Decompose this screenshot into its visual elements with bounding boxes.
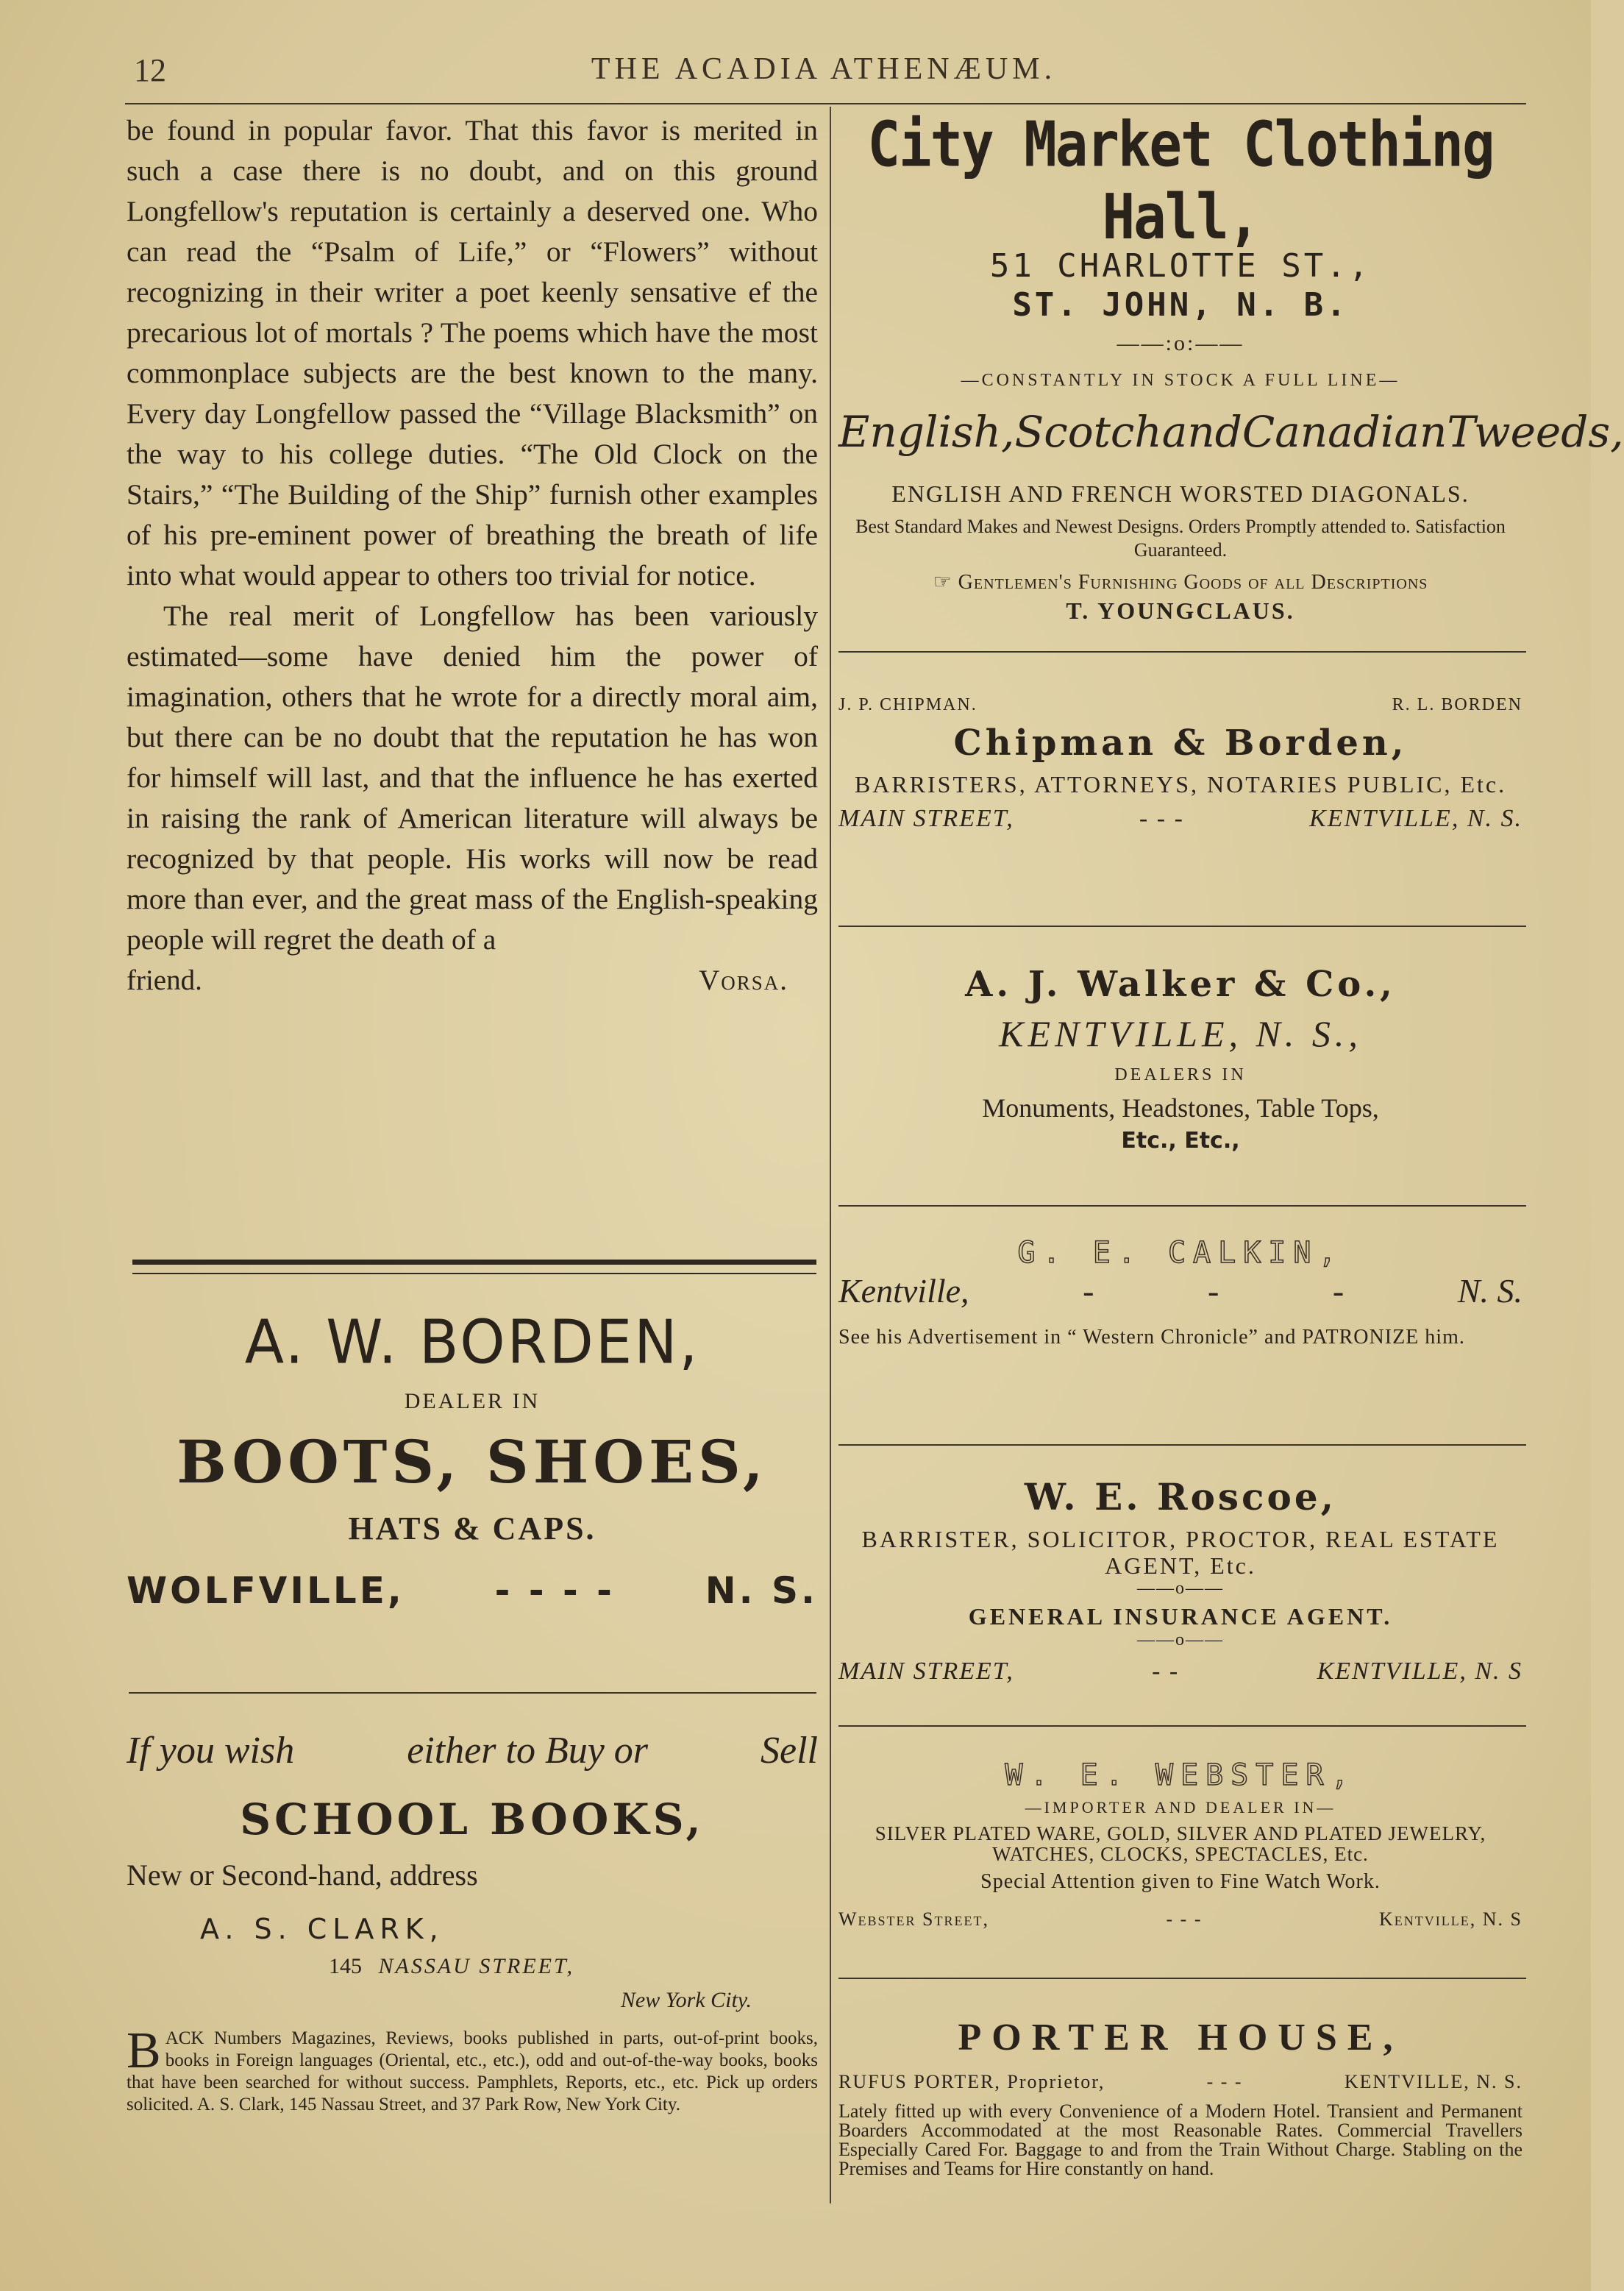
porter-dashes: - - - (1206, 2071, 1243, 2092)
borden-dashes: - - - - (494, 1569, 615, 1612)
roscoe-address (838, 1658, 1522, 1686)
borden-location (127, 1569, 818, 1612)
roscoe-town: KENTVILLE, N. S (1317, 1658, 1522, 1685)
chipman-advertisement (838, 695, 1522, 833)
city-market-advertisement (838, 108, 1624, 625)
chipman-right-name: R. L. BORDEN (1392, 695, 1522, 714)
tweeds-word: English, (838, 407, 1015, 457)
walker-dealers: DEALERS IN (1114, 1065, 1247, 1084)
clark-street-number: 145 (329, 1954, 362, 1978)
calkin-dash: - (1208, 1272, 1219, 1310)
webster-town: Kentville, N. S (1379, 1908, 1522, 1930)
roscoe-name: W. E. Roscoe, (1024, 1475, 1337, 1519)
chipman-left-name: J. P. CHIPMAN. (838, 695, 977, 714)
chipman-professions: BARRISTERS, ATTORNEYS, NOTARIES PUBLIC, Etc. (854, 771, 1507, 798)
clark-school-books: SCHOOL BOOKS, (240, 1794, 705, 1844)
calkin-advertisement (838, 1236, 1522, 1350)
chipman-street: MAIN STREET, (838, 805, 1014, 832)
running-head: THE ACADIA ATHENÆUM. (591, 52, 1057, 86)
porter-advertisement (838, 2016, 1522, 2178)
city-market-gents: ☞ Gentlemen's Furnishing Goods of all Descriptions (933, 571, 1428, 594)
city-market-best: Best Standard Makes and Newest Designs. Orders Promptly attended to. Satisfaction Guaranteed. (855, 516, 1506, 561)
roscoe-ornament: ——o—— (1137, 1630, 1224, 1649)
clark-drop-cap: B (127, 2022, 161, 2079)
borden-boots-shoes: BOOTS, SHOES, (177, 1427, 768, 1496)
webster-street: Webster Street, (838, 1908, 989, 1930)
ad-divider (838, 1978, 1526, 1979)
walker-town: KENTVILLE, N. S., (999, 1013, 1362, 1054)
city-market-tweeds (838, 407, 1624, 457)
borden-hats-caps: HATS & CAPS. (348, 1510, 596, 1546)
roscoe-professions: BARRISTER, SOLICITOR, PROCTOR, REAL ESTATE AGENT, Etc. (861, 1526, 1500, 1579)
clark-wish-a: If you wish (127, 1730, 295, 1772)
webster-name: W. E. WEBSTER, (1005, 1758, 1356, 1792)
longfellow-essay (127, 110, 818, 1001)
ad-divider (838, 651, 1526, 653)
webster-dashes: - - - (1166, 1908, 1203, 1930)
city-market-city: ST. JOHN, N. B. (1012, 286, 1349, 324)
borden-dealer-label: DEALER IN (404, 1389, 541, 1413)
essay-signoff (127, 960, 818, 1001)
clark-advertisement (127, 1729, 818, 2116)
essay-last-line: friend. (127, 965, 202, 996)
chipman-dashes: - - - (1139, 805, 1184, 832)
calkin-location (838, 1271, 1522, 1310)
clark-back-text: ACK Numbers Magazines, Reviews, books published in parts, out-of-print books, books in Foreign languages (Oriental, etc., etc.), odd and out-of-the-way books, books that have been searched for without success. Pamphlets, Reports, etc., etc. Pick up orders solicited. A. S. Clark, 145 Nassau Street, and 37 Park Row, New York City. (127, 2028, 818, 2114)
tweeds-word: Tweeds, (1447, 407, 1624, 457)
walker-etc: Etc., Etc., (1121, 1128, 1240, 1154)
city-market-address: 51 CHARLOTTE ST., (989, 247, 1372, 285)
section-rule-thick (132, 1260, 816, 1265)
city-market-constantly: —CONSTANTLY IN STOCK A FULL LINE— (961, 371, 1400, 390)
roscoe-street: MAIN STREET, (838, 1658, 1014, 1685)
borden-advertisement (127, 1302, 818, 1612)
essay-paragraph: be found in popular favor. That this favor is merited in such a case there is no doubt, and on this ground Longfellow's reputation is certainly a deserved one. Who can read the “Psalm of Life,” or “Flowers” without recognizing in their writer a poet keenly sensative ef the precarious lot of mortals ? The poems which have the most commonplace subjects are the best known to the many. Every day Longfellow passed the “Village Blacksmith” on the way to his college duties. “The Old Clock on the Stairs,” “The Building of the Ship” furnish other examples of his pre-eminent power of breathing the breath of life into what would appear to others too trivial for notice. (127, 114, 818, 592)
chipman-address (838, 805, 1522, 833)
page-header (125, 46, 1522, 97)
porter-proprietor: RUFUS PORTER, Proprietor, (838, 2071, 1105, 2092)
header-rule (125, 103, 1526, 104)
city-market-title: City Market Clothing Hall, (867, 108, 1494, 254)
webster-special: Special Attention given to Fine Watch Work. (980, 1870, 1381, 1893)
roscoe-advertisement (838, 1475, 1522, 1686)
clark-wish-b: either to Buy or (407, 1730, 649, 1772)
calkin-dash: - (1083, 1272, 1094, 1310)
chipman-firm: Chipman & Borden, (953, 722, 1408, 764)
borden-town: WOLFVILLE, (127, 1569, 405, 1612)
clark-new-or-second-hand: New or Second-hand, address (127, 1858, 478, 1892)
calkin-province: N. S. (1457, 1272, 1522, 1310)
calkin-see: See his Advertisement in “ Western Chronicle” and PATRONIZE him. (838, 1326, 1465, 1349)
ad-divider (129, 1692, 816, 1694)
webster-advertisement (838, 1758, 1522, 1931)
calkin-name: G. E. CALKIN, (1017, 1236, 1344, 1270)
porter-proprietor-line (838, 2071, 1522, 2093)
chipman-partners (838, 695, 1522, 715)
chipman-town: KENTVILLE, N. S. (1309, 805, 1522, 832)
city-market-ornament: ——:o:—— (1116, 331, 1244, 355)
walker-advertisement (838, 956, 1522, 1154)
tweeds-word: Scotch (1014, 407, 1162, 457)
clark-headline (127, 1729, 818, 1772)
ad-divider (838, 926, 1526, 927)
porter-description: Lately fitted up with every Convenience of a Modern Hotel. Transient and Permanent Boarders Accommodated at the most Reasonable Rates. Commercial Travellers Especially Cared For. Baggage to and from the Train Without Charge. Stabling on the Premises and Teams for Hire constantly on hand. (838, 2100, 1522, 2179)
roscoe-ornament: ——o—— (1137, 1579, 1224, 1598)
walker-items: Monuments, Headstones, Table Tops, (982, 1093, 1379, 1123)
page-number: 12 (134, 52, 166, 88)
clark-city: New York City. (620, 1988, 752, 2012)
roscoe-dashes: - - (1152, 1658, 1180, 1685)
calkin-dash: - (1332, 1272, 1345, 1310)
column-divider (830, 107, 831, 2203)
clark-back-numbers (127, 2022, 818, 2116)
webster-goods: SILVER PLATED WARE, GOLD, SILVER AND PLATED JEWELRY, WATCHES, CLOCKS, SPECTACLES, Etc. (875, 1822, 1486, 1865)
clark-wish-c: Sell (761, 1730, 818, 1772)
webster-address (838, 1908, 1522, 1931)
city-market-proprietor: T. YOUNGCLAUS. (1066, 597, 1295, 624)
clark-street-name: NASSAU STREET, (378, 1954, 574, 1978)
essay-paragraph: The real merit of Longfellow has been variously estimated—some have denied him the power of imagination, others that he wrote for a directly moral aim, but there can be no doubt that the reputation he has won for himself will last, and that the influence he has exerted in raising the rank of American literature will always be recognized by that people. His works will now be read more than ever, and the great mass of the English-speaking people will regret the death of a (127, 600, 818, 956)
borden-province: N. S. (705, 1569, 818, 1612)
tweeds-word: and (1161, 407, 1242, 457)
ad-divider (838, 1205, 1526, 1207)
ad-divider (838, 1444, 1526, 1446)
porter-name: PORTER HOUSE, (958, 2017, 1403, 2059)
ad-divider (838, 1725, 1526, 1727)
city-market-worsted: ENGLISH AND FRENCH WORSTED DIAGONALS. (891, 480, 1470, 507)
calkin-town: Kentville, (838, 1272, 969, 1310)
roscoe-general-insurance: GENERAL INSURANCE AGENT. (968, 1603, 1393, 1630)
section-rule-thin (132, 1273, 816, 1274)
essay-signature: Vorsa. (699, 965, 788, 996)
webster-importer: —IMPORTER AND DEALER IN— (1025, 1798, 1336, 1816)
porter-town: KENTVILLE, N. S. (1344, 2071, 1522, 2092)
clark-name: A. S. CLARK, (200, 1913, 444, 1945)
clark-street (127, 1954, 818, 1979)
walker-firm: A. J. Walker & Co., (965, 964, 1396, 1005)
borden-name: A. W. BORDEN, (244, 1307, 700, 1378)
tweeds-word: Canadian (1242, 407, 1447, 457)
